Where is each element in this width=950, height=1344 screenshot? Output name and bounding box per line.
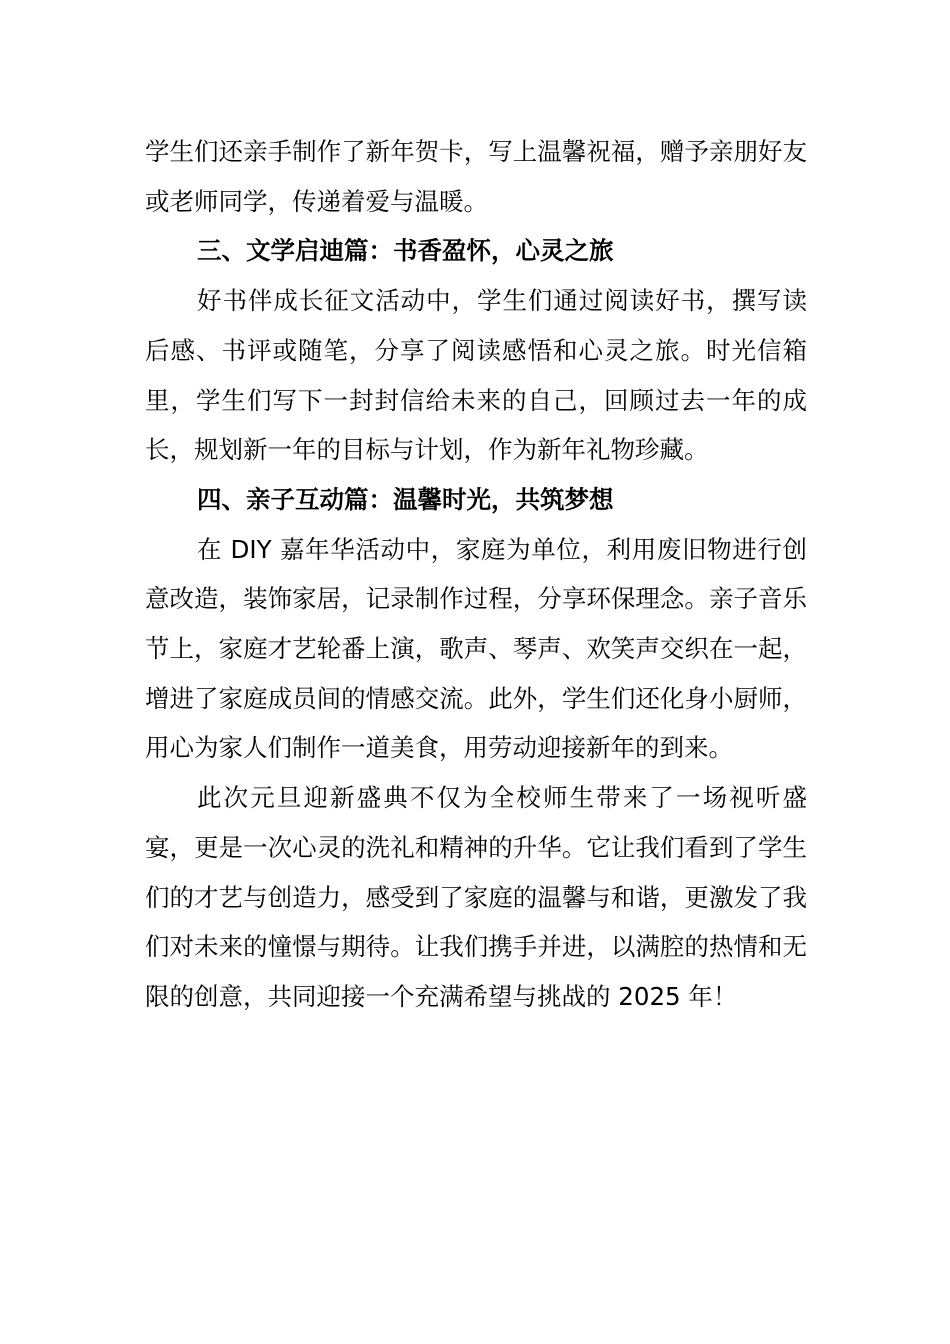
section-heading-family: 四、亲子互动篇：温馨时光，共筑梦想 [197, 484, 614, 514]
paragraph-literature: 好书伴成长征文活动中，学生们通过阅读好书，撰写读后感、书评或随笔，分享了阅读感悟和心灵之旅。时光信箱里，学生们写下一封封信给未来的自己，回顾过去一年的成长，规划新一年的目标与计划，作为新年礼物珍藏。 [145, 286, 807, 465]
section-heading-literature: 三、文学启迪篇：书香盈怀，心灵之旅 [197, 236, 614, 266]
paragraph-family: 在 DIY 嘉年华活动中，家庭为单位，利用废旧物进行创意改造，装饰家居，记录制作过程，分享环保理念。亲子音乐节上，家庭才艺轮番上演，歌声、琴声、欢笑声交织在一起，增进了家庭成员间的情感交流。此外，学生们还化身小厨师，用心为家人们制作一道美食，用劳动迎接新年的到来。 [145, 534, 807, 763]
document-page [145, 127, 807, 1022]
paragraph-continued: 学生们还亲手制作了新年贺卡，写上温馨祝福，赠予亲朋好友或老师同学，传递着爱与温暖。 [145, 137, 807, 216]
paragraph-conclusion: 此次元旦迎新盛典不仅为全校师生带来了一场视听盛宴，更是一次心灵的洗礼和精神的升华。它让我们看到了学生们的才艺与创造力，感受到了家庭的温馨与和谐，更激发了我们对未来的憧憬与期待。让我们携手并进，以满腔的热情和无限的创意，共同迎接一个充满希望与挑战的 2025 年！ [145, 783, 807, 1011]
